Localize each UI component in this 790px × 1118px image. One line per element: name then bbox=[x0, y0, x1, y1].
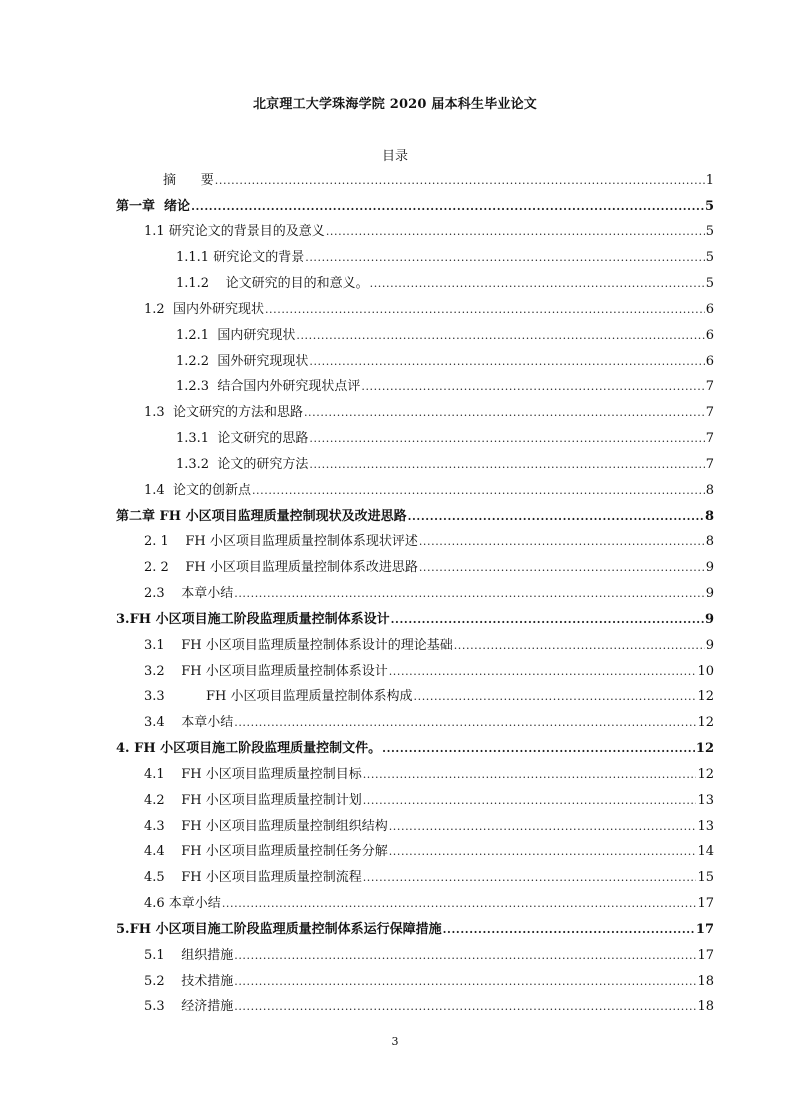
toc-entry-page: 8 bbox=[705, 534, 714, 550]
toc-entry[interactable] bbox=[116, 629, 714, 655]
toc-leader-dots bbox=[265, 301, 705, 319]
toc-entry-page: 7 bbox=[705, 405, 714, 421]
table-of-contents bbox=[116, 164, 714, 1016]
toc-leader-dots bbox=[234, 973, 696, 991]
toc-leader-dots bbox=[305, 249, 705, 267]
toc-leader-dots bbox=[296, 327, 704, 345]
toc-entry-page: 14 bbox=[697, 844, 714, 860]
toc-entry[interactable] bbox=[116, 345, 714, 371]
toc-entry-label: 2. 2 FH 小区项目监理质量控制体系改进思路 bbox=[144, 560, 418, 576]
toc-entry-label: 1.1 研究论文的背景目的及意义 bbox=[144, 224, 325, 240]
toc-entry-label: 3.4 本章小结 bbox=[144, 715, 234, 731]
toc-leader-dots bbox=[391, 611, 704, 629]
toc-leader-dots bbox=[408, 508, 704, 526]
toc-entry-page: 12 bbox=[697, 689, 714, 705]
toc-entry-label: 4.5 FH 小区项目监理质量控制流程 bbox=[144, 870, 362, 886]
toc-entry[interactable] bbox=[116, 396, 714, 422]
toc-leader-dots bbox=[252, 482, 705, 500]
toc-leader-dots bbox=[234, 947, 696, 965]
toc-entry-label: 摘 要 bbox=[163, 172, 214, 188]
toc-entry-label: 3.2 FH 小区项目监理质量控制体系设计 bbox=[144, 663, 388, 679]
toc-entry[interactable] bbox=[116, 706, 714, 732]
toc-entry[interactable] bbox=[116, 939, 714, 965]
toc-entry-page: 12 bbox=[697, 766, 714, 782]
toc-entry[interactable] bbox=[116, 422, 714, 448]
toc-leader-dots bbox=[222, 895, 697, 913]
toc-entry-label: 5.2 技术措施 bbox=[144, 973, 234, 989]
toc-entry[interactable] bbox=[116, 319, 714, 345]
toc-entry[interactable] bbox=[116, 784, 714, 810]
toc-entry[interactable] bbox=[116, 603, 714, 629]
toc-entry-label: 1.3 论文研究的方法和思路 bbox=[144, 405, 303, 421]
toc-entry[interactable] bbox=[116, 965, 714, 991]
toc-leader-dots bbox=[419, 559, 705, 577]
toc-entry-page: 9 bbox=[705, 637, 714, 653]
toc-entry[interactable] bbox=[116, 216, 714, 242]
toc-leader-dots bbox=[309, 430, 704, 448]
toc-entry-label: 2. 1 FH 小区项目监理质量控制体系现状评述 bbox=[144, 534, 418, 550]
toc-entry-label: 3.3 FH 小区项目监理质量控制体系构成 bbox=[144, 689, 413, 705]
toc-entry-page: 5 bbox=[705, 250, 714, 266]
toc-entry-page: 8 bbox=[705, 482, 714, 498]
toc-entry-page: 6 bbox=[705, 301, 714, 317]
toc-entry-label: 1.1.2 论文研究的目的和意义。 bbox=[176, 276, 369, 292]
toc-leader-dots bbox=[304, 404, 705, 422]
toc-entry-page: 5 bbox=[705, 224, 714, 240]
toc-entry-page: 18 bbox=[697, 999, 714, 1015]
toc-entry-label: 1.2.3 结合国内外研究现状点评 bbox=[176, 379, 361, 395]
toc-entry-label: 第二章 FH 小区项目监理质量控制现状及改进思路 bbox=[116, 508, 407, 524]
toc-entry-label: 1.2.1 国内研究现状 bbox=[176, 327, 296, 343]
toc-entry[interactable] bbox=[116, 655, 714, 681]
toc-entry-page: 17 bbox=[695, 921, 714, 937]
toc-entry-label: 3.1 FH 小区项目监理质量控制体系设计的理论基础 bbox=[144, 637, 453, 653]
toc-entry[interactable] bbox=[116, 551, 714, 577]
toc-entry-page: 17 bbox=[697, 896, 714, 912]
toc-leader-dots bbox=[234, 998, 696, 1016]
toc-entry-page: 7 bbox=[705, 431, 714, 447]
toc-entry-page: 12 bbox=[695, 741, 714, 757]
toc-entry[interactable] bbox=[116, 474, 714, 500]
toc-entry-label: 4.1 FH 小区项目监理质量控制目标 bbox=[144, 766, 362, 782]
toc-entry-page: 13 bbox=[697, 792, 714, 808]
page-header: 北京理工大学珠海学院 2020 届本科生毕业论文 bbox=[252, 97, 538, 112]
toc-leader-dots bbox=[234, 714, 696, 732]
toc-entry-page: 15 bbox=[697, 870, 714, 886]
toc-entry-page: 9 bbox=[705, 586, 714, 602]
toc-entry[interactable] bbox=[116, 681, 714, 707]
toc-entry-page: 18 bbox=[697, 973, 714, 989]
toc-leader-dots bbox=[389, 818, 697, 836]
toc-entry-label: 1.3.1 论文研究的思路 bbox=[176, 431, 309, 447]
toc-entry-page: 9 bbox=[705, 560, 714, 576]
toc-entry-page: 5 bbox=[704, 198, 714, 214]
toc-entry[interactable] bbox=[116, 836, 714, 862]
page-number: 3 bbox=[391, 1035, 399, 1048]
toc-entry-page: 1 bbox=[705, 172, 714, 188]
toc-entry[interactable] bbox=[116, 913, 714, 939]
toc-entry-label: 1.4 论文的创新点 bbox=[144, 482, 251, 498]
toc-entry[interactable] bbox=[116, 887, 714, 913]
toc-entry-page: 10 bbox=[697, 663, 714, 679]
toc-leader-dots bbox=[215, 172, 705, 190]
toc-leader-dots bbox=[370, 275, 705, 293]
toc-entry-label: 4. FH 小区项目施工阶段监理质量控制文件。 bbox=[116, 741, 382, 757]
toc-entry[interactable] bbox=[116, 991, 714, 1017]
toc-entry-label: 4.6 本章小结 bbox=[144, 896, 221, 912]
toc-entry-page: 12 bbox=[697, 715, 714, 731]
toc-entry-label: 4.3 FH 小区项目监理质量控制组织结构 bbox=[144, 818, 388, 834]
toc-entry[interactable] bbox=[116, 577, 714, 603]
toc-leader-dots bbox=[454, 637, 705, 655]
toc-entry-label: 5.1 组织措施 bbox=[144, 947, 234, 963]
toc-entry-page: 5 bbox=[705, 276, 714, 292]
toc-leader-dots bbox=[389, 663, 697, 681]
toc-leader-dots bbox=[361, 378, 704, 396]
toc-entry-page: 6 bbox=[705, 327, 714, 343]
toc-leader-dots bbox=[191, 198, 704, 216]
toc-leader-dots bbox=[419, 533, 705, 551]
toc-entry-page: 9 bbox=[704, 611, 714, 627]
toc-leader-dots bbox=[414, 688, 697, 706]
toc-entry[interactable] bbox=[116, 500, 714, 526]
toc-leader-dots bbox=[309, 456, 704, 474]
toc-leader-dots bbox=[326, 223, 705, 241]
toc-entry[interactable] bbox=[116, 267, 714, 293]
toc-entry-label: 2.3 本章小结 bbox=[144, 586, 234, 602]
toc-entry[interactable] bbox=[116, 371, 714, 397]
toc-entry[interactable] bbox=[116, 448, 714, 474]
toc-entry-label: 4.4 FH 小区项目监理质量控制任务分解 bbox=[144, 844, 388, 860]
toc-entry[interactable] bbox=[116, 190, 714, 216]
toc-entry-page: 8 bbox=[704, 508, 714, 524]
toc-title: 目录 bbox=[381, 149, 408, 164]
toc-leader-dots bbox=[309, 353, 704, 371]
toc-leader-dots bbox=[363, 766, 697, 784]
toc-entry-label: 1.2.2 国外研究现现状 bbox=[176, 353, 309, 369]
toc-entry-label: 3.FH 小区项目施工阶段监理质量控制体系设计 bbox=[116, 611, 390, 627]
toc-entry-label: 5.FH 小区项目施工阶段监理质量控制体系运行保障措施 bbox=[116, 921, 442, 937]
toc-leader-dots bbox=[382, 740, 695, 758]
toc-entry[interactable] bbox=[116, 758, 714, 784]
toc-leader-dots bbox=[234, 585, 705, 603]
toc-entry[interactable] bbox=[116, 241, 714, 267]
toc-entry[interactable] bbox=[116, 526, 714, 552]
toc-leader-dots bbox=[363, 869, 697, 887]
toc-entry-label: 4.2 FH 小区项目监理质量控制计划 bbox=[144, 792, 362, 808]
toc-entry-label: 1.3.2 论文的研究方法 bbox=[176, 456, 309, 472]
toc-entry[interactable] bbox=[116, 293, 714, 319]
toc-entry-page: 13 bbox=[697, 818, 714, 834]
toc-entry-label: 1.2 国内外研究现状 bbox=[144, 301, 264, 317]
toc-entry-page: 17 bbox=[697, 947, 714, 963]
toc-leader-dots bbox=[389, 843, 697, 861]
toc-entry-label: 第一章 绪论 bbox=[116, 198, 191, 214]
toc-entry-page: 7 bbox=[705, 456, 714, 472]
toc-entry-label: 1.1.1 研究论文的背景 bbox=[176, 250, 305, 266]
toc-entry-page: 6 bbox=[705, 353, 714, 369]
toc-entry[interactable] bbox=[116, 861, 714, 887]
toc-entry[interactable] bbox=[116, 810, 714, 836]
toc-entry-label: 5.3 经济措施 bbox=[144, 999, 234, 1015]
toc-leader-dots bbox=[443, 921, 695, 939]
toc-entry[interactable] bbox=[116, 164, 714, 190]
toc-entry[interactable] bbox=[116, 732, 714, 758]
toc-leader-dots bbox=[363, 792, 697, 810]
toc-entry-page: 7 bbox=[705, 379, 714, 395]
